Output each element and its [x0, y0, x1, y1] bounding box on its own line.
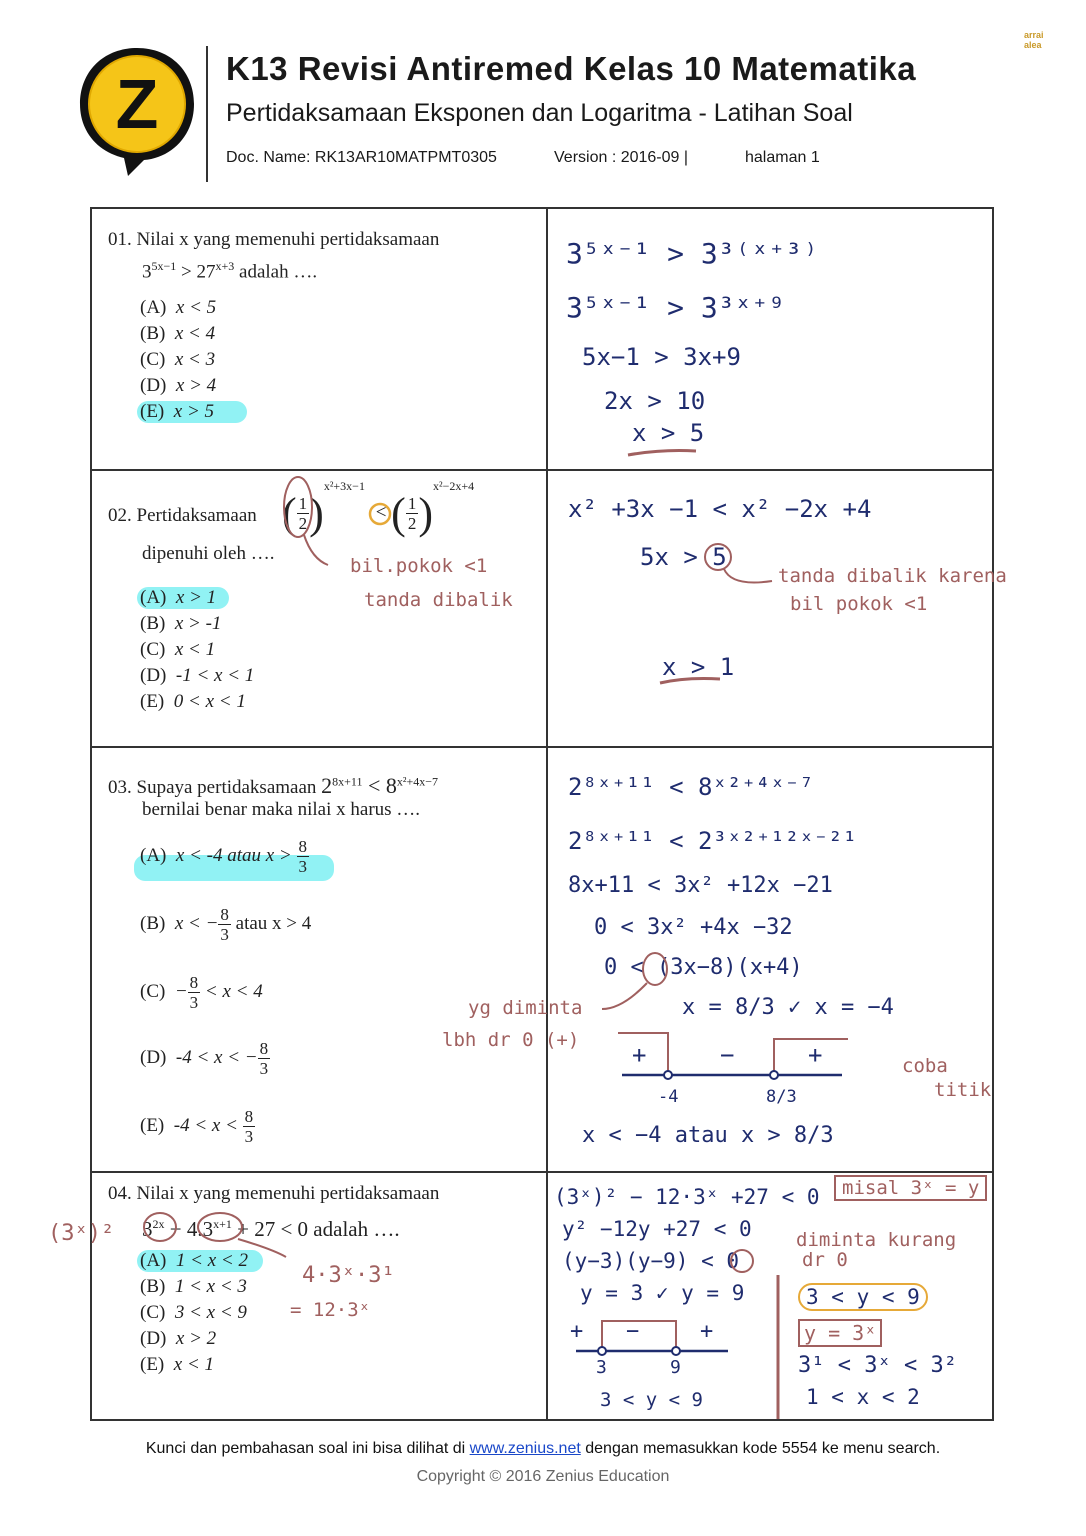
work-line: y = 3 ✓ y = 9	[580, 1281, 745, 1305]
doc-version: Version : 2016-09 |	[554, 149, 689, 166]
arrow-stroke	[238, 1239, 286, 1257]
note: = 12·3ˣ	[290, 1299, 371, 1321]
page-number: halaman 1	[745, 149, 820, 166]
logo-letter: Z	[115, 65, 159, 143]
option-d[interactable]: (D) x > 2	[140, 1328, 217, 1349]
question-number: 01.	[108, 229, 132, 250]
option-e[interactable]: (E) -4 < x < $\frac{8}{3}$	[140, 1107, 254, 1146]
option-d[interactable]: (D) x > 4	[140, 375, 217, 396]
work-result: x > 5	[632, 419, 705, 447]
circle-mark	[643, 953, 667, 985]
footer-text: Kunci dan pembahasan soal ini bisa dilihat di www.zenius.net dengan memasukkan kode 5554 ke menu search.	[145, 1440, 941, 1457]
note: titik	[934, 1079, 992, 1101]
work-line: (y−3)(y−9) < 0	[562, 1249, 740, 1273]
option-a[interactable]: (A) x > 1	[140, 587, 217, 608]
work-line: 2⁸ˣ⁺¹¹ < 2³ˣ²⁺¹²ˣ⁻²¹	[568, 827, 857, 855]
option-d[interactable]: (D) -1 < x < 1	[140, 665, 255, 686]
tick-label: -4	[658, 1087, 679, 1107]
option-c[interactable]: (C) 3 < x < 9	[140, 1302, 247, 1323]
option-a[interactable]: (A) 1 < x < 2	[140, 1250, 248, 1271]
work-result: 1 < x < 2	[806, 1385, 920, 1409]
work-line: 3 < y < 9	[798, 1283, 928, 1311]
sign-plus: +	[808, 1041, 823, 1069]
sign-chart-stroke	[602, 1321, 676, 1351]
brand-watermark: arrai alea	[1024, 30, 1044, 50]
substitution-box: misal 3ˣ = y	[834, 1175, 987, 1201]
note: lbh dr 0 (+)	[442, 1029, 580, 1051]
copyright: Copyright © 2016 Zenius Education	[416, 1468, 670, 1485]
option-b[interactable]: (B) x > -1	[140, 613, 222, 634]
arrow-stroke	[724, 569, 772, 583]
note: dr 0	[802, 1249, 848, 1271]
question-text: Nilai x yang memenuhi pertidaksamaan	[136, 229, 440, 250]
work-line: 3 < y < 9	[600, 1389, 703, 1411]
option-c[interactable]: (C) x < 3	[140, 349, 216, 370]
work-line: 2x > 10	[604, 387, 706, 415]
note: 4·3ˣ·3¹	[302, 1263, 395, 1288]
sign-plus: +	[570, 1319, 584, 1344]
zenius-link[interactable]: www.zenius.net	[469, 1440, 581, 1457]
work-line: x = 8/3 ✓ x = −4	[682, 995, 894, 1020]
note: bil.pokok <1	[350, 555, 488, 577]
circle-mark	[198, 1213, 242, 1241]
note: tanda dibalik	[364, 589, 513, 611]
sign-plus: +	[700, 1319, 714, 1344]
page-subtitle: Pertidaksamaan Eksponen dan Logaritma - Latihan Soal	[226, 99, 853, 127]
question-number: 03.	[108, 777, 132, 798]
point-marker	[770, 1071, 778, 1079]
option-b[interactable]: (B) 1 < x < 3	[140, 1276, 247, 1297]
handwriting-strokes	[92, 209, 996, 1423]
circle-mark	[284, 477, 312, 537]
circle-mark	[144, 1213, 176, 1241]
work-line: 5x > 5	[640, 543, 727, 571]
question-number: 04.	[108, 1183, 132, 1204]
work-line: 2⁸ˣ⁺¹¹ < 8ˣ²⁺⁴ˣ⁻⁷	[568, 773, 814, 801]
sign-minus: −	[720, 1041, 735, 1069]
circle-mark	[731, 1250, 753, 1272]
option-e[interactable]: (E) x < 1	[140, 1354, 215, 1375]
sign-chart-stroke	[618, 1033, 848, 1075]
zenius-logo	[76, 44, 198, 178]
underline-stroke	[660, 679, 720, 684]
work-line: 3⁵ˣ⁻¹ > 3³ˣ⁺⁹	[566, 291, 786, 324]
option-c[interactable]: (C) x < 1	[140, 639, 216, 660]
option-e[interactable]: (E) x > 5	[140, 401, 215, 422]
work-result: x > 1	[662, 653, 735, 681]
option-d[interactable]: (D) -4 < x < − $\frac{8}{3}$	[140, 1039, 269, 1078]
work-line: 0 < 3x² +4x −32	[594, 915, 793, 940]
option-c[interactable]: (C) − $\frac{8}{3}$ < x < 4	[140, 973, 263, 1012]
arrow-stroke	[602, 983, 647, 1009]
point-marker	[664, 1071, 672, 1079]
question-expression: ( $\frac{1}{2}$ )$^{x^2+3x-1}$ < ( $\frac{1}{2}$ )$^{x^2-2x+4}$	[282, 479, 475, 539]
question-number: 02.	[108, 505, 132, 526]
tick-label: 3	[596, 1357, 607, 1378]
work-line: 3⁵ˣ⁻¹ > 3³⁽ˣ⁺³⁾	[566, 237, 819, 270]
work-line: 3¹ < 3ˣ < 3²	[798, 1353, 957, 1378]
option-a[interactable]: (A) x < -4 atau x > $\frac{8}{3}$	[140, 837, 308, 876]
work-line: 8x+11 < 3x² +12x −21	[568, 873, 833, 898]
circle-mark	[370, 504, 390, 524]
sign-minus: −	[626, 1319, 640, 1344]
option-b[interactable]: (B) x < − $\frac{8}{3}$ atau x > 4	[140, 905, 312, 944]
header-divider	[206, 46, 208, 182]
work-result: x < −4 atau x > 8/3	[582, 1123, 834, 1148]
circle-mark	[705, 544, 731, 570]
note: bil pokok <1	[790, 593, 928, 615]
question-text: Nilai x yang memenuhi pertidaksamaan	[136, 1183, 440, 1204]
question-text: dipenuhi oleh ….	[142, 543, 275, 564]
work-line: y² −12y +27 < 0	[562, 1217, 752, 1241]
underline-stroke	[628, 451, 696, 456]
option-a[interactable]: (A) x < 5	[140, 297, 217, 318]
note: coba	[902, 1055, 948, 1077]
question-expression: $3^{5x-1} > 27^{x+3}$ adalah ….	[142, 259, 318, 283]
note: diminta kurang	[796, 1229, 957, 1251]
question-text: Pertidaksamaan	[136, 505, 257, 526]
doc-name: Doc. Name: RK13AR10MATPMT0305	[226, 149, 497, 166]
option-b[interactable]: (B) x < 4	[140, 323, 216, 344]
question-expression: $3^{2x} - 4.3^{x+1} + 27 < 0$ adalah ….	[142, 1217, 400, 1241]
note: tanda dibalik karena	[778, 565, 1007, 587]
question-text: bernilai benar maka nilai x harus ….	[142, 799, 421, 820]
sign-plus: +	[632, 1041, 647, 1069]
tick-label: 8/3	[766, 1087, 797, 1107]
work-line: 0 < (3x−8)(x+4)	[604, 955, 803, 980]
note: (3ˣ)²	[48, 1221, 115, 1246]
work-line: x² +3x −1 < x² −2x +4	[568, 495, 872, 523]
option-e[interactable]: (E) 0 < x < 1	[140, 691, 246, 712]
question-text: Supaya pertidaksamaan	[136, 777, 317, 798]
note: yg diminta	[468, 997, 583, 1019]
tick-label: 9	[670, 1357, 681, 1378]
question-table	[48, 207, 1007, 1421]
arrow-stroke	[304, 535, 328, 565]
page-title: K13 Revisi Antiremed Kelas 10 Matematika	[226, 50, 917, 87]
work-line: (3ˣ)² − 12·3ˣ +27 < 0	[554, 1185, 820, 1209]
work-line: 5x−1 > 3x+9	[582, 343, 741, 371]
question-expression: $2^{8x+11} < 8^{x^2+4x-7}$	[321, 773, 439, 798]
work-line: y = 3ˣ	[798, 1319, 882, 1347]
point-marker	[598, 1347, 606, 1355]
point-marker	[672, 1347, 680, 1355]
